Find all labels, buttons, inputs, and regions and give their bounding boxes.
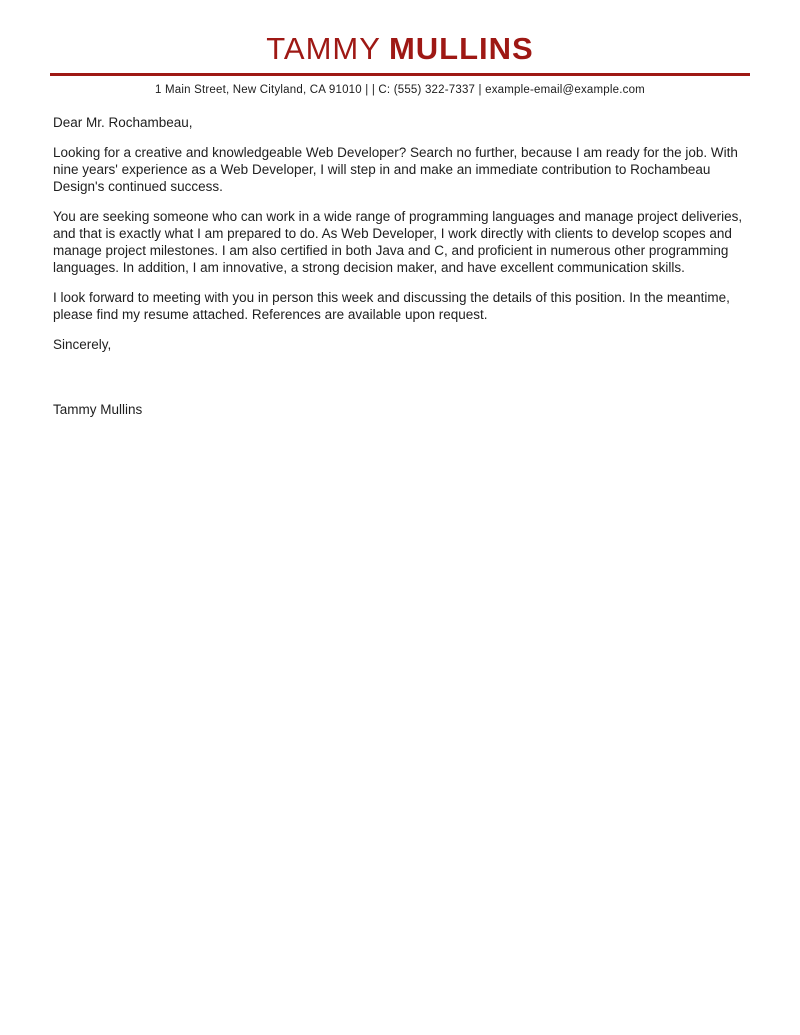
paragraph-skills: You are seeking someone who can work in a wide range of programming languages and manage project deliveries, and that is exactly what I am prepared to do. As Web Developer, I work directly with clients to develop scopes and manage project milestones. I am also certified in both Java and C, and proficient in numerous other programming languages. In addition, I am innovative, a strong decision maker, and have excellent communication skills. (53, 209, 743, 276)
signature-space (53, 366, 747, 401)
letter-body (53, 114, 747, 418)
paragraph-intro: Looking for a creative and knowledgeable Web Developer? Search no further, because I am ready for the job. With nine years' experience as a Web Developer, I will step in and make an immediate contribution to Rochambeau Design's continued success. (53, 145, 738, 195)
contact-info: 1 Main Street, New Cityland, CA 91010 | | C: (555) 322-7337 | example-email@example.com (155, 84, 645, 97)
applicant-first-name: TAMMY (266, 31, 381, 66)
letter-header (0, 0, 800, 96)
greeting-line: Dear Mr. Rochambeau, (53, 115, 193, 131)
signature-name: Tammy Mullins (53, 402, 143, 418)
paragraph-closing: I look forward to meeting with you in person this week and discussing the details of this position. In the meantime, please find my resume attached. References are available upon request. (53, 290, 730, 323)
header-divider (50, 73, 750, 76)
applicant-last-name: MULLINS (388, 31, 534, 66)
page-title (0, 32, 800, 66)
signoff-line: Sincerely, (53, 337, 112, 353)
